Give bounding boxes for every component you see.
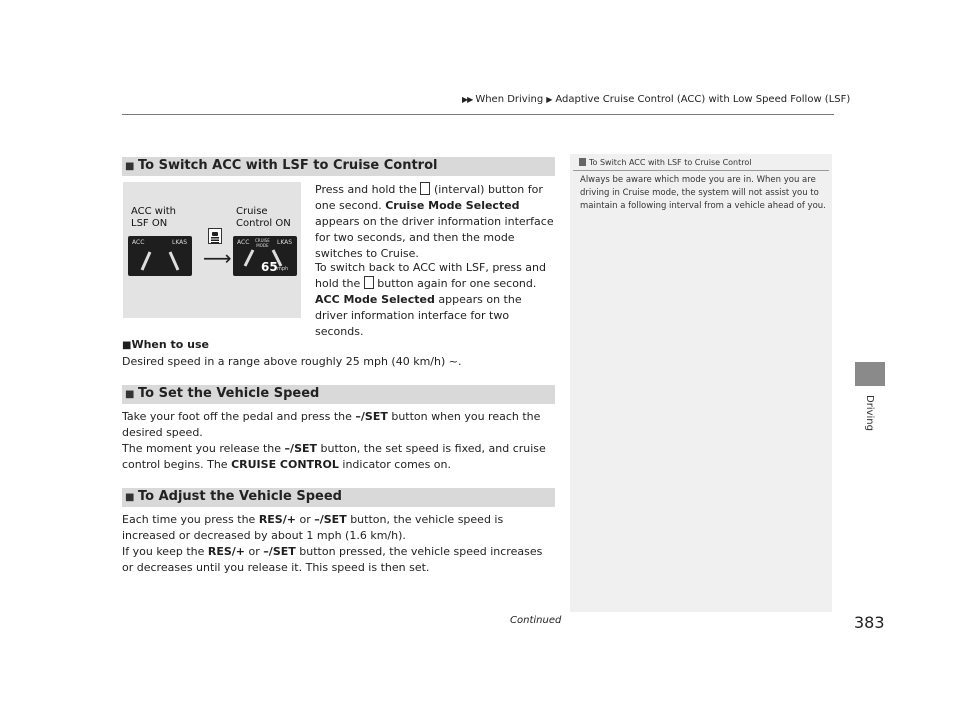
- section3-paragraph-1: Each time you press the RES/+ or –/SET button, the vehicle speed is increased or decreased by about 1 mph (1.6 km/h).: [122, 513, 504, 542]
- breadcrumb-item-2[interactable]: Adaptive Cruise Control (ACC) with Low Speed Follow (LSF): [555, 94, 851, 105]
- section-heading-switch-mode: [122, 157, 555, 176]
- section1-paragraph-2: To switch back to ACC with LSF, press and hold the button again for one second. ACC Mode Selected appears on the driver information interface for two seconds.: [315, 261, 547, 338]
- interval-button-icon: [420, 182, 430, 195]
- mode-switch-illustration: [123, 182, 301, 318]
- note-title: To Switch ACC with LSF to Cruise Control: [579, 158, 752, 167]
- square-bullet-icon: ■: [125, 161, 135, 172]
- double-triangle-icon: ▶▶: [462, 95, 473, 104]
- note-marker-icon: [579, 158, 586, 166]
- section3-paragraph-2: If you keep the RES/+ or –/SET button pressed, the vehicle speed increases or decreases until you release it. This speed is then set.: [122, 545, 543, 574]
- section-title: To Switch ACC with LSF to Cruise Control: [138, 158, 438, 173]
- note-text: Always be aware which mode you are in. When you are driving in Cruise mode, the system will not assist you to maintain a following interval from a vehicle ahead of you.: [580, 175, 826, 211]
- label-acc-lsf: ACC with LSF ON: [131, 206, 177, 229]
- breadcrumb: [462, 94, 850, 105]
- section-title: To Set the Vehicle Speed: [138, 386, 320, 401]
- breadcrumb-item-1[interactable]: When Driving: [475, 94, 544, 105]
- page-number: 383: [854, 613, 885, 632]
- square-bullet-icon: ■: [125, 492, 135, 503]
- interval-button-icon: [208, 228, 222, 244]
- interval-button-icon: [364, 276, 374, 289]
- label-cruise-on: Cruise Control ON: [236, 206, 291, 229]
- header-divider: [122, 114, 834, 115]
- cruise-mode-text: CRUISE MODE: [255, 238, 270, 248]
- speed-unit: mph: [277, 266, 289, 272]
- section-heading-set-speed: [122, 385, 555, 404]
- display-acc-lsf: ACC LKAS: [128, 236, 192, 276]
- when-to-use: ■When to use Desired speed in a range above roughly 25 mph (40 km/h) ~.: [122, 338, 462, 368]
- section2-paragraph-1: Take your foot off the pedal and press the –/SET button when you reach the desired speed.: [122, 410, 541, 439]
- lane-lines-icon: [138, 248, 182, 272]
- section1-paragraph-1: Press and hold the (interval) button for one second. Cruise Mode Selected appears on the driver information interface for two seconds, and then the mode switches to Cruise.: [315, 183, 554, 260]
- note-panel: [570, 154, 832, 612]
- section-heading-adjust-speed: [122, 488, 555, 507]
- chapter-label: Driving: [864, 395, 875, 431]
- note-divider: [573, 170, 829, 171]
- square-bullet-icon: ■: [125, 389, 135, 400]
- section-title: To Adjust the Vehicle Speed: [138, 489, 342, 504]
- arrow-right-icon: ⟶: [203, 246, 232, 270]
- square-bullet-icon: ■: [122, 340, 132, 351]
- chapter-tab: [855, 362, 885, 386]
- speed-value: 65: [261, 260, 278, 274]
- triangle-icon: ▶: [546, 95, 553, 104]
- continued-label: Continued: [510, 615, 562, 626]
- section2-paragraph-2: The moment you release the –/SET button, the set speed is fixed, and cruise control begins. The CRUISE CONTROL indicator comes on.: [122, 442, 546, 471]
- display-cruise: ACC CRUISE MODE LKAS 65 mph: [233, 236, 297, 276]
